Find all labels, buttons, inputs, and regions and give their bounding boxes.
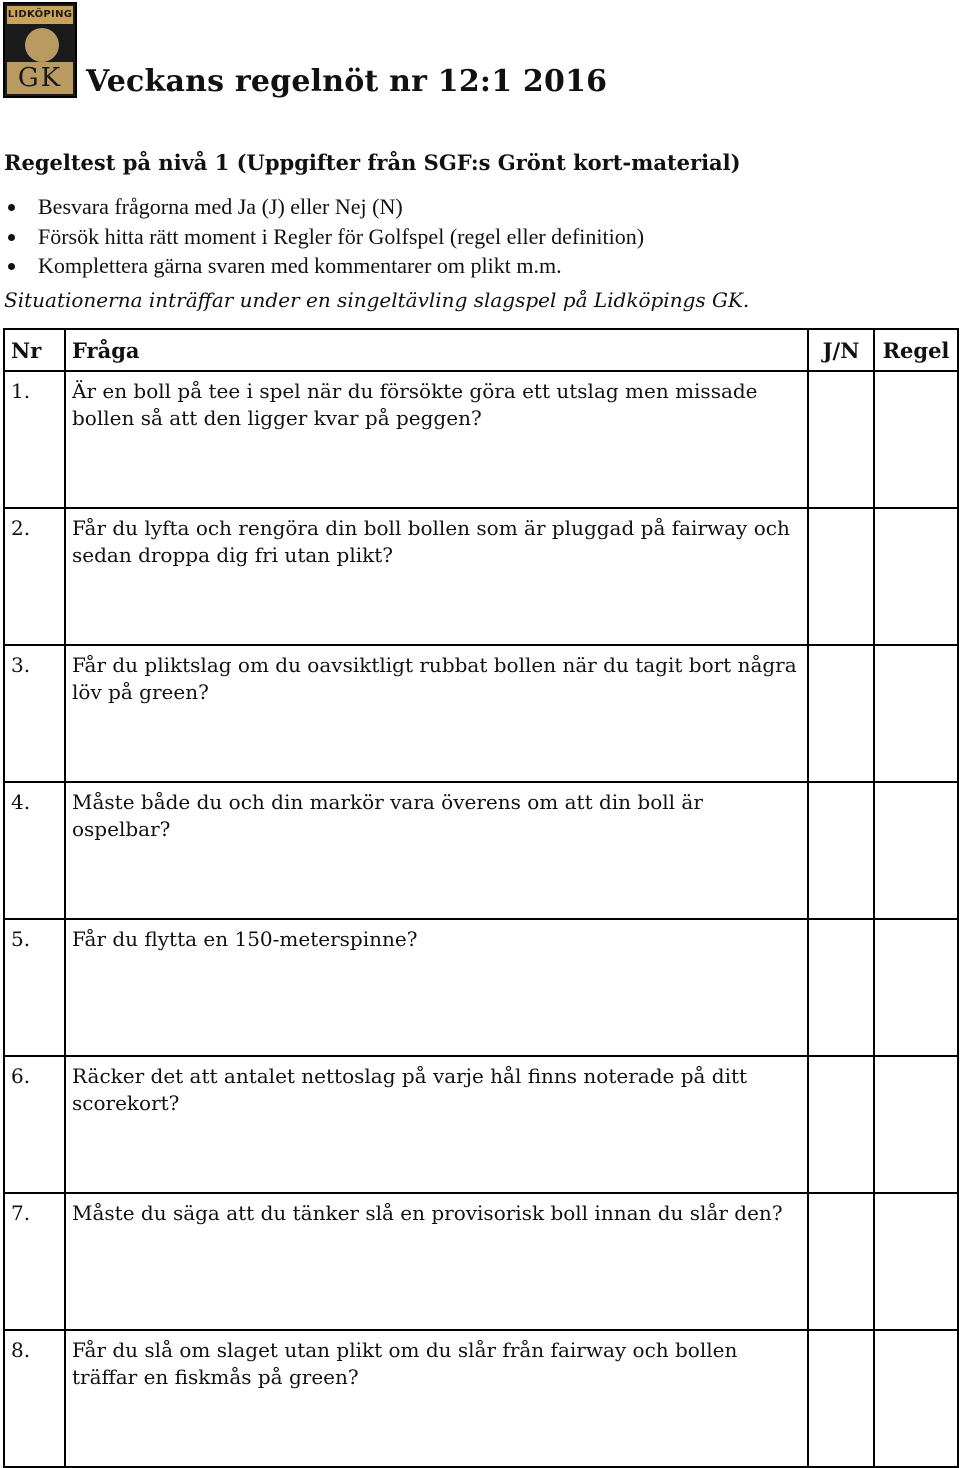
row-number: 8. (4, 1330, 65, 1467)
answer-jn-cell[interactable] (808, 645, 874, 782)
table-row (4, 1193, 958, 1330)
table-row (4, 1056, 958, 1193)
answer-jn-cell[interactable] (808, 1056, 874, 1193)
answer-regel-cell[interactable] (874, 371, 958, 508)
answer-regel-cell[interactable] (874, 1056, 958, 1193)
logo-bottom-text: GK (7, 62, 73, 94)
answer-jn-cell[interactable] (808, 1330, 874, 1467)
question-text: Får du slå om slaget utan plikt om du slår från fairway och bollen träffar en fiskmås på green? (65, 1330, 808, 1467)
answer-regel-cell[interactable] (874, 919, 958, 1056)
row-number: 6. (4, 1056, 65, 1193)
list-item-text: Försök hitta rätt moment i Regler för Golfspel (regel eller definition) (38, 223, 645, 249)
answer-jn-cell[interactable] (808, 371, 874, 508)
table-row (4, 1330, 958, 1467)
table-row (4, 919, 958, 1056)
answer-jn-cell[interactable] (808, 782, 874, 919)
row-number: 1. (4, 371, 65, 508)
row-number: 2. (4, 508, 65, 645)
logo-top-text: LIDKÖPING (7, 6, 73, 24)
answer-jn-cell[interactable] (808, 919, 874, 1056)
question-text: Får du lyfta och rengöra din boll bollen som är pluggad på fairway och sedan droppa dig fri utan plikt? (65, 508, 808, 645)
list-item (0, 251, 644, 281)
column-header-regel: Regel (874, 329, 958, 371)
question-text: Är en boll på tee i spel när du försökte göra ett utslag men missade bollen så att den ligger kvar på peggen? (65, 371, 808, 508)
bullet-icon (8, 263, 15, 270)
list-item-text: Komplettera gärna svaren med kommentarer om plikt m.m. (38, 253, 562, 278)
column-header-nr: Nr (4, 329, 65, 371)
row-number: 3. (4, 645, 65, 782)
row-number: 5. (4, 919, 65, 1056)
list-item (0, 192, 644, 222)
bullet-icon (8, 234, 15, 241)
situation-note: Situationerna inträffar under en singeltävling slagspel på Lidköpings GK. (4, 288, 750, 312)
answer-regel-cell[interactable] (874, 508, 958, 645)
subtitle: Regeltest på nivå 1 (Uppgifter från SGF:s Grönt kort-material) (4, 150, 741, 175)
row-number: 7. (4, 1193, 65, 1330)
question-text: Räcker det att antalet nettoslag på varje hål finns noterade på ditt scorekort? (65, 1056, 808, 1193)
table-row (4, 645, 958, 782)
question-text: Måste du säga att du tänker slå en provisorisk boll innan du slår den? (65, 1193, 808, 1330)
quiz-table (3, 328, 959, 1468)
club-logo (3, 2, 77, 98)
question-text: Får du pliktslag om du oavsiktligt rubbat bollen när du tagit bort några löv på green? (65, 645, 808, 782)
page-title: Veckans regelnöt nr 12:1 2016 (86, 64, 608, 99)
column-header-question: Fråga (65, 329, 808, 371)
question-text: Måste både du och din markör vara överens om att din boll är ospelbar? (65, 782, 808, 919)
table-row (4, 782, 958, 919)
table-header-row (4, 329, 958, 371)
list-item (0, 222, 644, 252)
column-header-jn: J/N (808, 329, 874, 371)
row-number: 4. (4, 782, 65, 919)
answer-regel-cell[interactable] (874, 782, 958, 919)
answer-jn-cell[interactable] (808, 1193, 874, 1330)
bullet-icon (8, 204, 15, 211)
answer-regel-cell[interactable] (874, 645, 958, 782)
instructions-list (0, 192, 644, 281)
table-row (4, 508, 958, 645)
list-item-text: Besvara frågorna med Ja (J) eller Nej (N) (38, 194, 403, 219)
table-row (4, 371, 958, 508)
question-text: Får du flytta en 150-meterspinne? (65, 919, 808, 1056)
answer-jn-cell[interactable] (808, 508, 874, 645)
golf-ball-icon (25, 28, 59, 62)
answer-regel-cell[interactable] (874, 1193, 958, 1330)
answer-regel-cell[interactable] (874, 1330, 958, 1467)
